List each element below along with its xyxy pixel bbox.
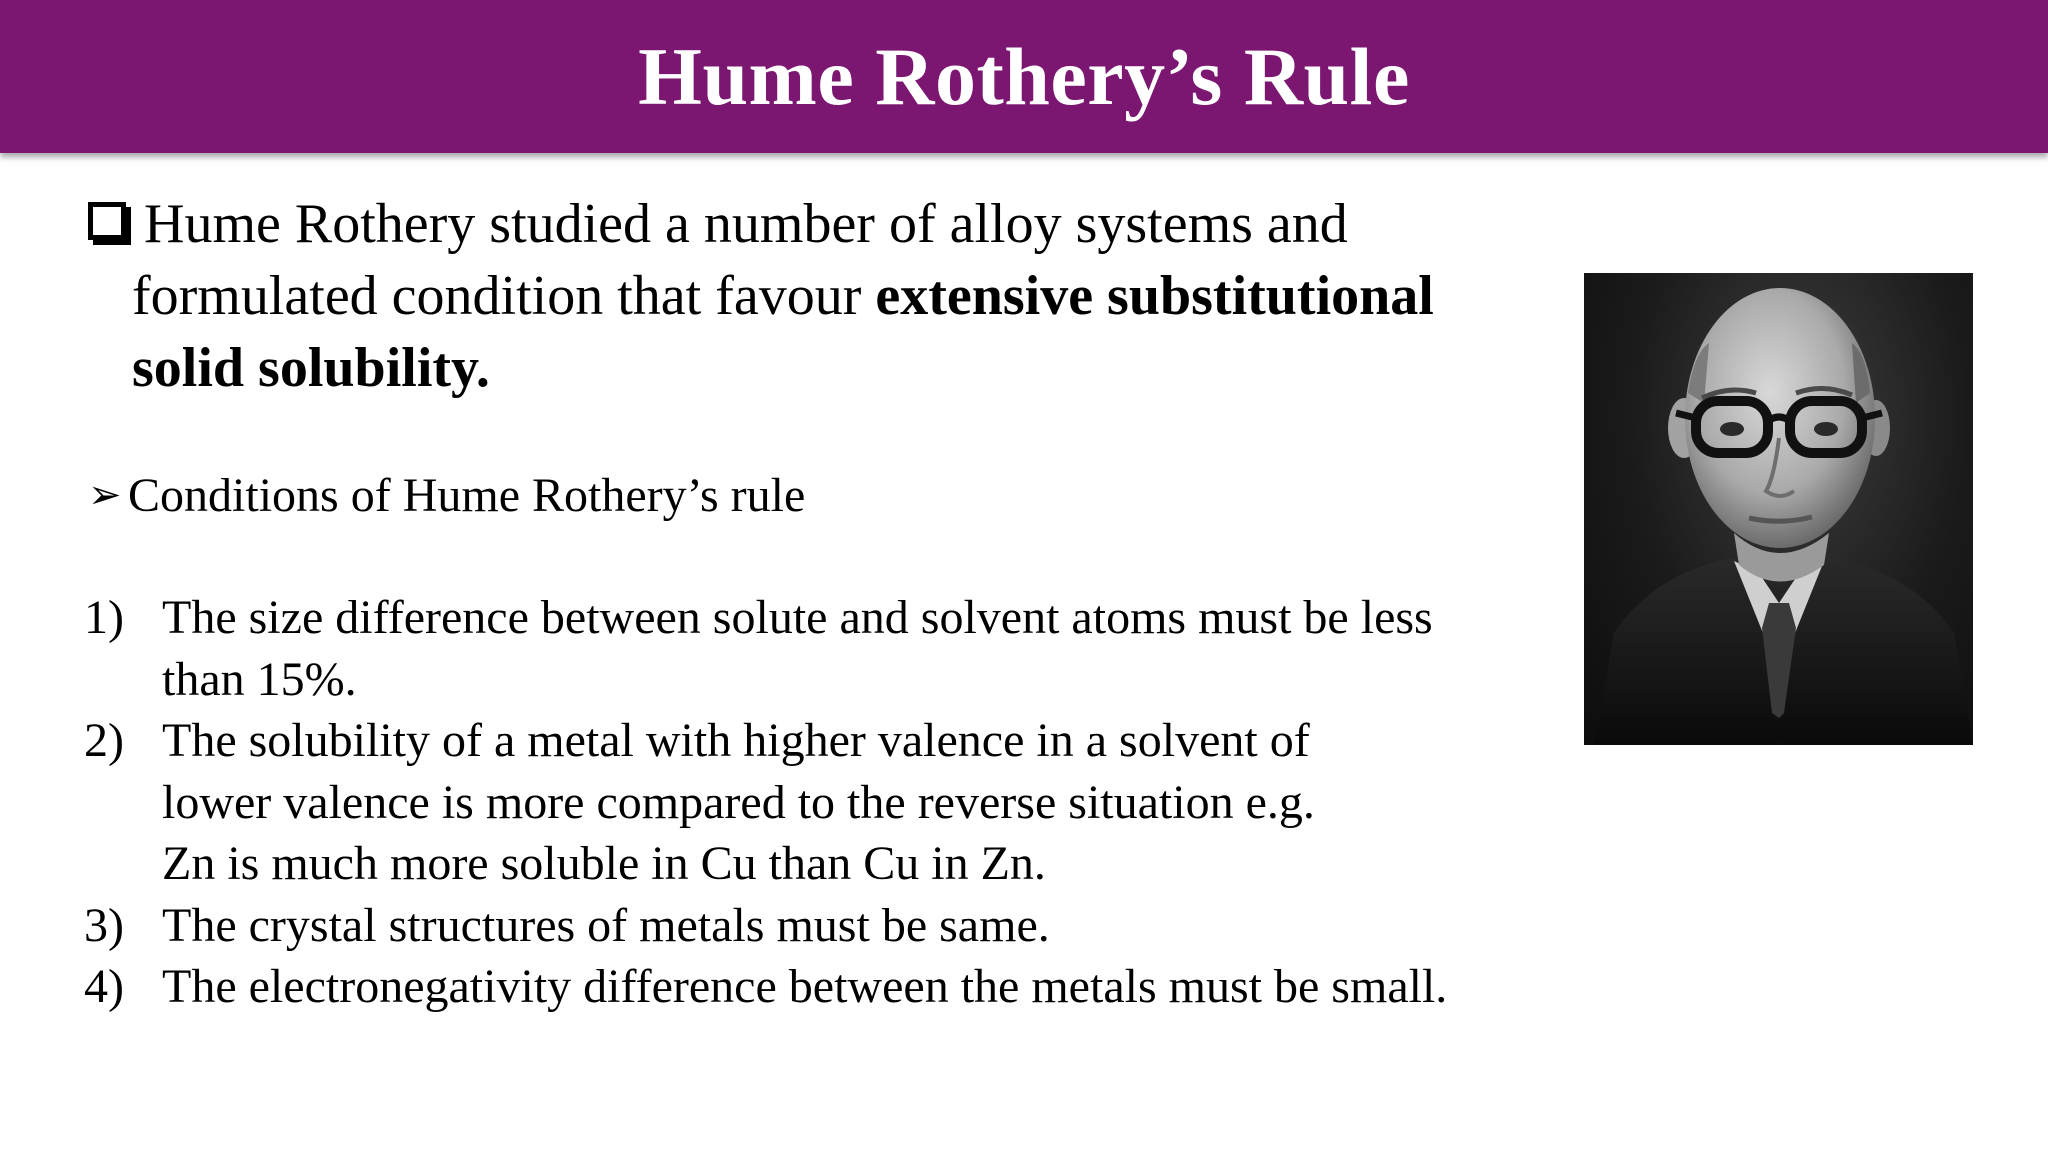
rule-line: The size difference between solute and solvent atoms must be less	[162, 591, 1433, 644]
rule-line: lower valence is more compared to the reverse situation e.g.	[162, 775, 1315, 829]
conditions-heading	[88, 463, 805, 528]
intro-paragraph	[88, 188, 1548, 404]
rule-text	[162, 710, 1564, 895]
checkbox-icon	[88, 202, 126, 240]
rule-number: 4)	[84, 960, 124, 1013]
intro-line-3	[88, 332, 1548, 404]
title-bar	[0, 0, 2048, 153]
portrait-photo	[1584, 273, 1973, 745]
rule-line: than 15%.	[162, 652, 357, 706]
rule-line: The electronegativity difference between the metals must be small.	[162, 960, 1448, 1013]
rules-list	[84, 587, 1564, 1018]
conditions-heading-text: Conditions of Hume Rothery’s rule	[128, 469, 806, 522]
list-item	[84, 956, 1564, 1018]
rule-number: 1)	[84, 591, 124, 644]
intro-line-1	[88, 188, 1548, 260]
intro-emphasis-2: solid solubility.	[132, 337, 490, 399]
intro-emphasis-1: extensive substitutional	[875, 265, 1434, 327]
rule-line: The crystal structures of metals must be same.	[162, 898, 1050, 952]
rule-number: 3)	[84, 898, 124, 952]
rule-text	[162, 587, 1564, 710]
list-item	[84, 710, 1564, 895]
rule-line: The solubility of a metal with higher valence in a solvent of	[162, 714, 1310, 767]
rule-text	[162, 895, 1564, 957]
arrow-icon: ➢	[88, 472, 122, 517]
intro-text-2: formulated condition that favour	[132, 265, 876, 327]
rule-text	[162, 956, 1564, 1018]
list-item	[84, 895, 1564, 957]
slide-title: Hume Rothery’s Rule	[638, 30, 1410, 122]
intro-text-1: Hume Rothery studied a number of alloy systems and	[144, 193, 1348, 255]
list-item	[84, 587, 1564, 710]
intro-line-2	[88, 260, 1548, 332]
rule-number: 2)	[84, 714, 124, 767]
rule-line: Zn is much more soluble in Cu than Cu in Zn.	[162, 837, 1046, 890]
